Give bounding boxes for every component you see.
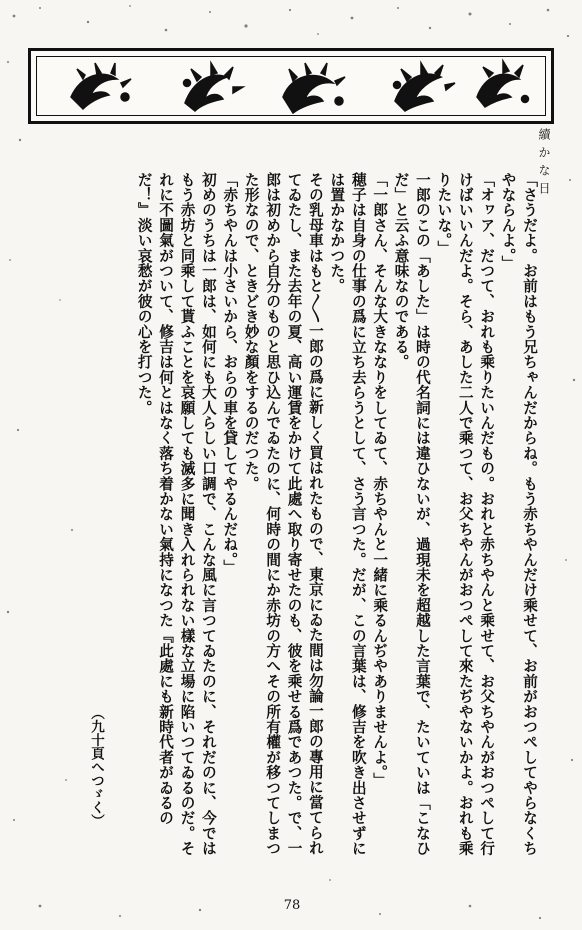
decorative-banner (28, 48, 554, 124)
body-text (112, 172, 540, 858)
section-heading: 續かな日 (537, 128, 551, 200)
paragraph: その乳母車はもと〱一郎の爲に新しく買はれたもので、東京にゐた間は勿論一郎の專用に當てられてゐたし、また去年の夏、高い運賃をかけて此處へ取り寄せたのも、彼を乘せる爲であつた。で、一郎は初めから自分のものと思ひ込んでゐたのに、何時の間にか赤坊の方へその所有權が移つてしまつた形なので、ときどき妙な顏をするのだつた。 (242, 172, 324, 856)
paragraph: 「一郎さん、そんな大きななりをしてゐて、赤ちやんと一緒に乘るんぢやありませんよ。」 (371, 172, 389, 788)
flourish-ornament-icon (31, 51, 557, 127)
continuation-note: （九十頁へつゞく） (88, 706, 104, 828)
paragraph: 一郎のこの「あした」は時の代名詞には違ひないが、過現未を超越した言葉で、たいていは「こなひだ」と云ふ意味なのである。 (392, 172, 431, 856)
paragraph: 「さうだよ。お前はもう兄ちゃんだからね。もう赤ちやんだけ乘せて、お前がおつぺしてやらなくちやならんよ。」 (499, 172, 538, 856)
page-number: 78 (283, 898, 301, 913)
paragraph: 「オヮア、だつて、おれも乘りたいんだもの。おれと赤ちやんと乘せて、お父ちやんがおつぺして行けばいいんだよ。そら、あした二人で乘つて、お父ちやんがおつぺして來たぢやないかよ。おれも乘りたいな。」 (435, 172, 496, 856)
paragraph: 「赤ちやんは小さいから、おらの車を貸してやるんだね。」 (221, 172, 239, 576)
paragraph: 穂子は自身の仕事の爲に立ち去らうとして、さう言つた。だが、この言葉は、修吉を吹き出させずには置かなかつた。 (328, 172, 367, 856)
paragraph: 初めのうちは一郎は、如何にも大人らしい口調で、こんな風に言つてゐたのに、それだのに、今ではもう赤坊と同乘して貰ふことを哀願しても滅多に聞き入れられない樣な立場に陷いつてゐるのだ。それに不圖氣がついて、修吉は何とはなく落ち着かない氣持になつた『此處にも新時代者がゐるのだ！』淡い哀愁が彼の心を打つた。 (135, 172, 217, 856)
